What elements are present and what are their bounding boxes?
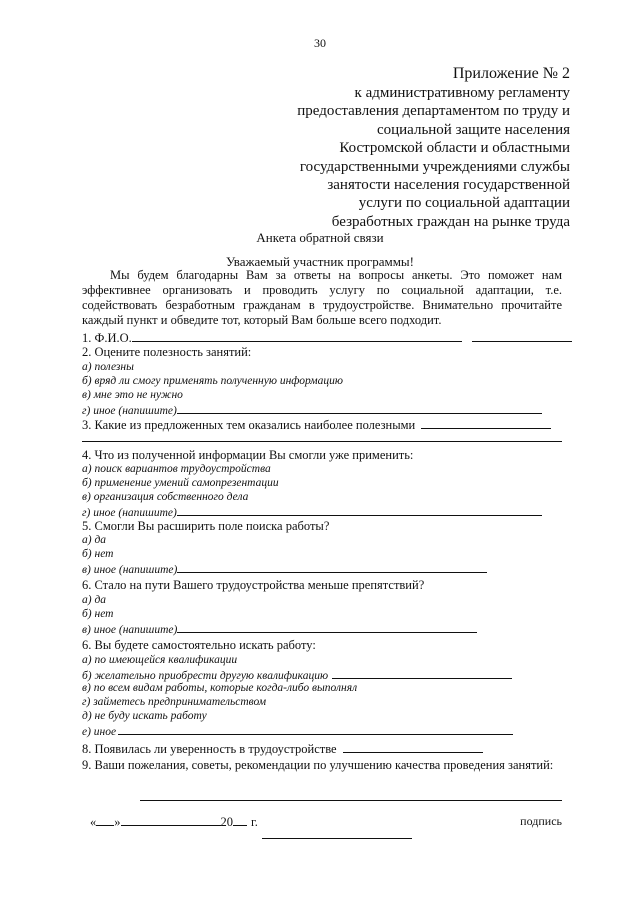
option-6b-c[interactable]: в) по всем видам работы, которые когда-либо выполнял	[82, 682, 358, 694]
option-5c-field[interactable]	[177, 561, 487, 573]
question-8-field[interactable]	[343, 741, 483, 753]
date-close-quote: »	[114, 815, 121, 829]
option-6b-e[interactable]: д) не буду искать работу	[82, 710, 207, 722]
option-4d-field[interactable]	[177, 504, 542, 516]
option-5c-label: в) иное (напишите)	[82, 564, 178, 576]
option-2b[interactable]: б) вряд ли смогу применять полученную информацию	[82, 375, 343, 387]
appendix-line: социальной защите населения	[376, 121, 570, 138]
appendix-line: Костромской области и областными	[339, 140, 570, 157]
question-1-label: 1. Ф.И.О.	[82, 331, 132, 345]
question-9-field[interactable]	[140, 800, 562, 801]
signature-line[interactable]	[262, 838, 412, 839]
question-3-field[interactable]	[421, 417, 551, 429]
appendix-line: государственными учреждениями службы	[299, 158, 570, 175]
fio-field[interactable]	[132, 330, 462, 342]
option-2d-label: г) иное (напишите)	[82, 405, 177, 417]
option-6a-b[interactable]: б) нет	[82, 608, 114, 620]
question-1	[82, 330, 562, 345]
day-field[interactable]	[96, 814, 114, 826]
year-suffix: г.	[251, 815, 258, 829]
option-6b-f-label: е) иное	[82, 726, 117, 738]
question-3-label: 3. Какие из предложенных тем оказались наиболее полезными	[82, 418, 416, 432]
option-2a[interactable]: а) полезны	[82, 361, 134, 373]
appendix-line: к административному регламенту	[354, 85, 570, 101]
question-6b: 6. Вы будете самостоятельно искать работу:	[82, 638, 316, 652]
option-4d[interactable]	[82, 504, 562, 519]
form-title: Анкета обратной связи	[256, 230, 384, 245]
question-4: 4. Что из полученной информации Вы смогли уже применить:	[82, 448, 414, 462]
question-3	[82, 417, 562, 432]
option-6b-d[interactable]: г) займетесь предпринимательством	[82, 696, 267, 708]
option-6b-f-field[interactable]	[118, 723, 513, 735]
option-5a[interactable]: а) да	[82, 534, 107, 546]
month-field[interactable]	[121, 814, 221, 826]
option-4b[interactable]: б) применение умений самопрезентации	[82, 477, 279, 489]
page-number: 30	[314, 36, 326, 50]
option-4a[interactable]: а) поиск вариантов трудоустройства	[82, 463, 271, 475]
option-2c[interactable]: в) мне это не нужно	[82, 389, 183, 401]
question-2: 2. Оцените полезность занятий:	[82, 345, 252, 359]
option-4c[interactable]: в) организация собственного дела	[82, 491, 249, 503]
option-6b-b[interactable]	[82, 667, 562, 682]
intro-paragraph: Мы будем благодарны Вам за ответы на вопросы анкеты. Это поможет нам эффективнее организовать и проводить услугу по социальной адаптации, т.е. содействовать безработным гражданам в трудоустройстве. Внимательно прочитайте каждый пункт и обведите тот, который Вам больше всего подходит.	[82, 268, 562, 327]
option-6a-c-field[interactable]	[177, 621, 477, 633]
option-6b-a[interactable]: а) по имеющейся квалификации	[82, 654, 238, 666]
option-6a-c[interactable]	[82, 621, 562, 636]
option-6a-c-label: в) иное (напишите)	[82, 624, 178, 636]
date-open-quote: «	[90, 815, 97, 829]
option-2d[interactable]	[82, 402, 562, 417]
option-2d-field[interactable]	[177, 402, 542, 414]
option-6a-a[interactable]: а) да	[82, 594, 107, 606]
date-row	[82, 814, 562, 830]
question-8	[82, 741, 562, 756]
appendix-header	[230, 64, 570, 231]
question-8-label: 8. Появилась ли уверенность в трудоустройстве	[82, 742, 337, 756]
question-5: 5. Смогли Вы расширить поле поиска работы?	[82, 519, 330, 533]
appendix-line: предоставления департаментом по труду и	[297, 103, 570, 120]
greeting: Уважаемый участник программы!	[226, 254, 414, 269]
option-6b-b-label: б) желательно приобрести другую квалификацию	[82, 670, 329, 682]
appendix-line: услуги по социальной адаптации	[358, 195, 570, 212]
fio-field-extra[interactable]	[472, 330, 572, 342]
option-4d-label: г) иное (напишите)	[82, 507, 177, 519]
year-prefix: 20	[220, 815, 233, 829]
appendix-line: безработных граждан на рынке труда	[331, 213, 570, 230]
option-5c[interactable]	[82, 561, 562, 576]
option-5b[interactable]: б) нет	[82, 548, 114, 560]
question-6a: 6. Стало на пути Вашего трудоустройства меньше препятствий?	[82, 578, 425, 592]
appendix-line: Приложение № 2	[452, 65, 570, 82]
year-field[interactable]	[233, 814, 247, 826]
signature-label: подпись	[520, 814, 562, 828]
appendix-line: занятости населения государственной	[327, 177, 570, 194]
question-9: 9. Ваши пожелания, советы, рекомендации по улучшению качества проведения занятий:	[82, 758, 554, 772]
option-6b-b-field[interactable]	[332, 667, 512, 679]
option-6b-f[interactable]	[82, 723, 562, 738]
question-3-field-line2[interactable]	[82, 441, 562, 442]
